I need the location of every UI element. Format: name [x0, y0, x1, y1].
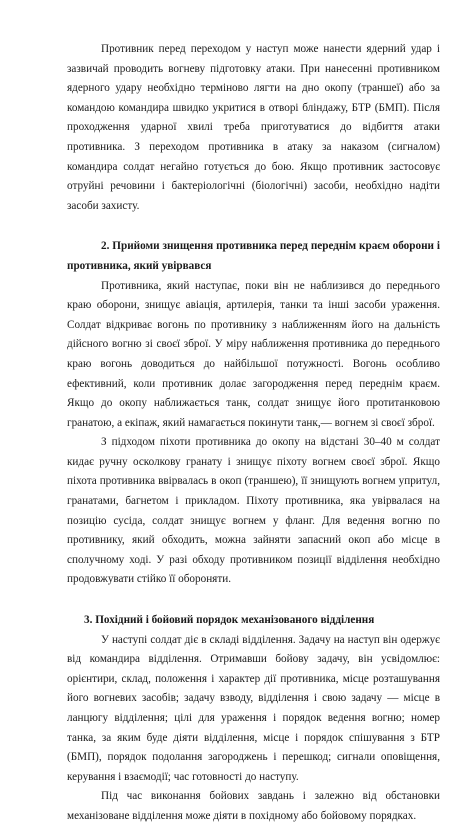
section-heading-3: 3. Похідний і бойовий порядок механізованого відділення: [84, 614, 375, 627]
section-heading-2: 2. Прийоми знищення противника перед переднім краєм оборони і противника, який увірвався: [67, 240, 440, 272]
paragraph-nuclear-strike: Противник перед переходом у наступ може нанести ядерний удар і зазвичай проводить вогневу підготовку атаки. При нанесенні противником ядерного удару необхідно терміново лягти на дно окопу (траншеї) або за командою командира швидко укритися в отворі бліндажу, БТР (БМП). Після проходження ударної хвилі треба приготуватися до відбиття атаки противника. З переходом противника в атаку за наказом (сигналом) командира солдат негайно готується до бою. Якщо противник застосовує отруйні речовини і бактеріологічні (біологічні) засоби, необхідно надіти засоби захисту.: [67, 43, 440, 212]
paragraph-offensive-task: У наступі солдат діє в складі відділення. Задачу на наступ він одержує від командира відділення. Отримавши бойову задачу, він усвідомлює: орієнтири, склад, положення і характер дії противника, місце розташування його вогневих засобів; задачу взводу, відділення і свою задачу — місце в ланцюгу відділення; цілі для ураження і порядок ведення вогню; номер танка, за яким буде діяти відділення, місце і порядок спішування з БТР (БМП), порядок подолання загороджень і перешкод; сигнали оповіщення, керування і взаємодії; час готовності до наступу.: [67, 633, 440, 783]
paragraph-enemy-destruction: Противника, який наступає, поки він не наблизився до переднього краю оборони, знищує авіація, артилерія, танки та інші засоби ураження. Солдат відкриває вогонь по противнику з наближенням його на дальність дійсного вогню зі своєї зброї. У міру наближення противника до переднього краю вогонь доводиться до найбільшої потужності. Вогонь особливо ефективний, коли противник долає загородження перед переднім краєм. Якщо до окопу наближається танк, солдат знищує його протитанковою гранатою, а екіпаж, який намагається покинути танк,— вогнем зі своєї зброї.: [67, 279, 440, 429]
paragraph-combat-order: Під час виконання бойових завдань і залежно від обстановки механізоване відділення може діяти в похідному або бойовому порядках.: [67, 790, 440, 822]
paragraph-infantry-approach: З підходом піхоти противника до окопу на відстані 30–40 м солдат кидає ручну осколкову гранату і знищує піхоту вогнем своєї зброї. Якщо піхота противника ввірвалась в окоп (траншею), її знищують вогнем упритул, гранатами, багнетом і прикладом. Піхоту противника, яка увірвалася на позицію сусіда, солдат знищує вогнем у фланг. Для ведення вогню по противнику, який обходить, можна зайняти запасний окоп або місце в сполучному ході. У разі обходу противником позиції відділення необхідно продовжувати стійко її обороняти.: [67, 436, 440, 586]
